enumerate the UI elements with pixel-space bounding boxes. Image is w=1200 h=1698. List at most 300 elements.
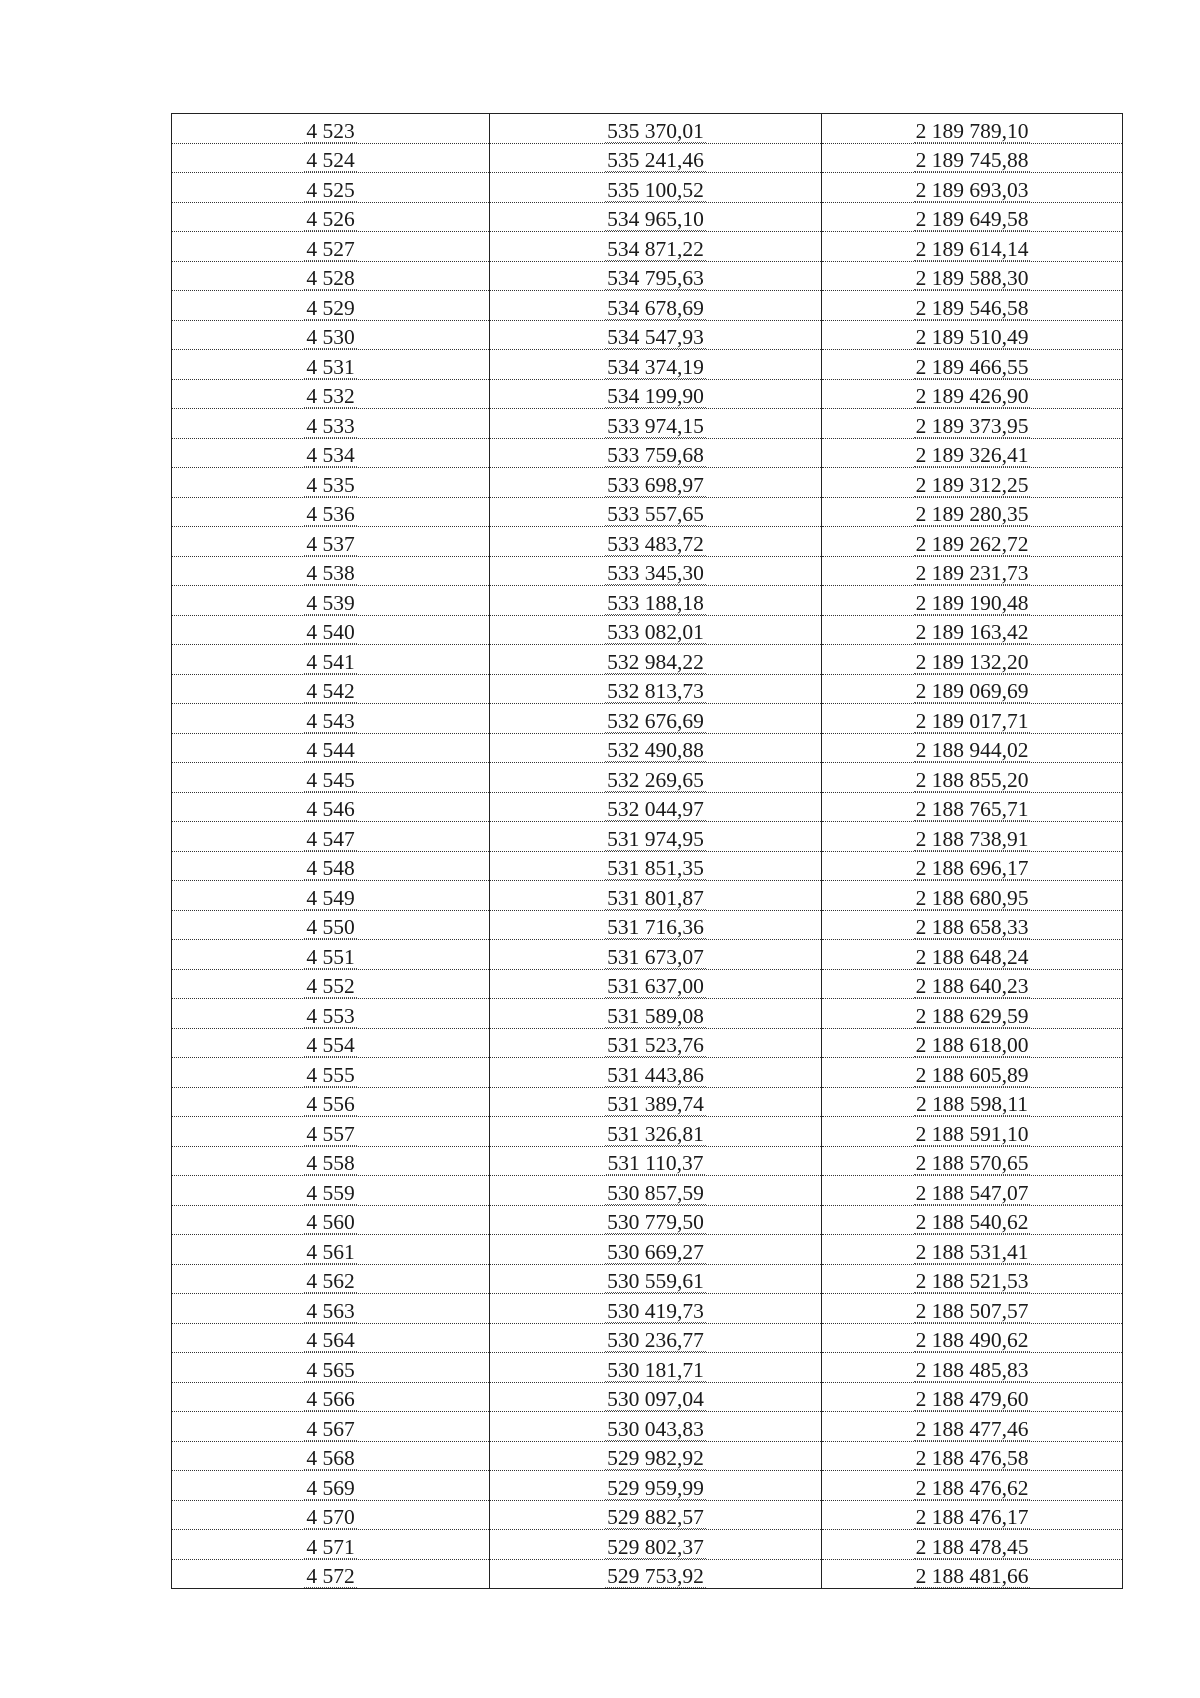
x-coordinate-cell bbox=[490, 881, 822, 911]
cell-value: 2 189 588,30 bbox=[915, 266, 1029, 290]
x-coordinate-cell bbox=[490, 261, 822, 291]
cell-value: 4 571 bbox=[306, 1534, 355, 1559]
x-coordinate-cell bbox=[490, 586, 822, 616]
cell-value: 2 188 738,91 bbox=[915, 826, 1029, 851]
cell-value: 2 188 640,23 bbox=[915, 974, 1029, 998]
y-coordinate-cell bbox=[822, 1205, 1123, 1235]
cell-value: 2 188 479,60 bbox=[915, 1387, 1029, 1411]
cell-value: 531 589,08 bbox=[607, 1003, 704, 1028]
coordinates-table-body bbox=[172, 114, 1123, 1589]
cell-value: 2 189 426,90 bbox=[915, 384, 1029, 408]
table-row bbox=[172, 379, 1123, 409]
cell-value: 4 527 bbox=[306, 236, 355, 261]
x-coordinate-cell bbox=[490, 438, 822, 468]
cell-value: 533 557,65 bbox=[607, 502, 704, 526]
point-number-cell bbox=[172, 999, 490, 1029]
point-number-cell bbox=[172, 1176, 490, 1206]
table-row bbox=[172, 1058, 1123, 1088]
cell-value: 4 534 bbox=[306, 443, 355, 467]
y-coordinate-cell bbox=[822, 1028, 1123, 1058]
x-coordinate-cell bbox=[490, 1176, 822, 1206]
point-number-cell bbox=[172, 1117, 490, 1147]
table-row bbox=[172, 969, 1123, 999]
cell-value: 2 188 680,95 bbox=[915, 885, 1029, 910]
point-number-cell bbox=[172, 173, 490, 203]
cell-value: 529 982,92 bbox=[607, 1446, 704, 1470]
y-coordinate-cell bbox=[822, 1500, 1123, 1530]
point-number-cell bbox=[172, 1323, 490, 1353]
cell-value: 2 189 745,88 bbox=[915, 148, 1029, 172]
x-coordinate-cell bbox=[490, 1264, 822, 1294]
table-row bbox=[172, 232, 1123, 262]
cell-value: 4 550 bbox=[306, 915, 355, 939]
y-coordinate-cell bbox=[822, 497, 1123, 527]
y-coordinate-cell bbox=[822, 1323, 1123, 1353]
x-coordinate-cell bbox=[490, 173, 822, 203]
cell-value: 4 558 bbox=[306, 1151, 355, 1175]
x-coordinate-cell bbox=[490, 232, 822, 262]
cell-value: 2 188 618,00 bbox=[915, 1033, 1029, 1057]
table-row bbox=[172, 645, 1123, 675]
x-coordinate-cell bbox=[490, 1412, 822, 1442]
point-number-cell bbox=[172, 1382, 490, 1412]
cell-value: 531 851,35 bbox=[607, 856, 704, 880]
cell-value: 4 555 bbox=[306, 1062, 355, 1087]
table-row bbox=[172, 438, 1123, 468]
table-row bbox=[172, 350, 1123, 380]
point-number-cell bbox=[172, 1353, 490, 1383]
cell-value: 2 189 163,42 bbox=[915, 620, 1029, 644]
cell-value: 532 813,73 bbox=[607, 679, 704, 703]
table-row bbox=[172, 1530, 1123, 1560]
table-row bbox=[172, 1205, 1123, 1235]
cell-value: 4 523 bbox=[306, 118, 355, 143]
point-number-cell bbox=[172, 497, 490, 527]
cell-value: 2 189 649,58 bbox=[915, 207, 1029, 231]
table-row bbox=[172, 556, 1123, 586]
cell-value: 534 199,90 bbox=[607, 384, 704, 408]
cell-value: 529 753,92 bbox=[607, 1564, 704, 1588]
table-row bbox=[172, 615, 1123, 645]
cell-value: 535 370,01 bbox=[607, 118, 704, 143]
cell-value: 530 857,59 bbox=[607, 1180, 704, 1205]
cell-value: 535 100,52 bbox=[607, 177, 704, 202]
cell-value: 2 189 373,95 bbox=[915, 413, 1029, 438]
y-coordinate-cell bbox=[822, 1530, 1123, 1560]
cell-value: 532 490,88 bbox=[607, 738, 704, 762]
point-number-cell bbox=[172, 733, 490, 763]
y-coordinate-cell bbox=[822, 291, 1123, 321]
point-number-cell bbox=[172, 586, 490, 616]
cell-value: 4 526 bbox=[306, 207, 355, 231]
cell-value: 2 188 591,10 bbox=[915, 1121, 1029, 1146]
cell-value: 2 189 789,10 bbox=[915, 118, 1029, 143]
cell-value: 2 189 132,20 bbox=[915, 649, 1029, 674]
cell-value: 533 188,18 bbox=[607, 590, 704, 615]
x-coordinate-cell bbox=[490, 792, 822, 822]
cell-value: 534 374,19 bbox=[607, 354, 704, 379]
table-row bbox=[172, 497, 1123, 527]
table-row bbox=[172, 1471, 1123, 1501]
cell-value: 535 241,46 bbox=[607, 148, 704, 172]
cell-value: 531 801,87 bbox=[607, 885, 704, 910]
cell-value: 4 537 bbox=[306, 531, 355, 556]
point-number-cell bbox=[172, 1205, 490, 1235]
x-coordinate-cell bbox=[490, 1205, 822, 1235]
point-number-cell bbox=[172, 704, 490, 734]
table-row bbox=[172, 1235, 1123, 1265]
y-coordinate-cell bbox=[822, 822, 1123, 852]
y-coordinate-cell bbox=[822, 586, 1123, 616]
point-number-cell bbox=[172, 1559, 490, 1589]
x-coordinate-cell bbox=[490, 763, 822, 793]
y-coordinate-cell bbox=[822, 202, 1123, 232]
y-coordinate-cell bbox=[822, 1117, 1123, 1147]
cell-value: 4 569 bbox=[306, 1475, 355, 1500]
cell-value: 2 188 696,17 bbox=[915, 856, 1029, 880]
coordinates-table bbox=[171, 113, 1123, 1589]
y-coordinate-cell bbox=[822, 881, 1123, 911]
cell-value: 2 189 280,35 bbox=[915, 502, 1029, 526]
y-coordinate-cell bbox=[822, 232, 1123, 262]
cell-value: 530 779,50 bbox=[607, 1210, 704, 1234]
cell-value: 531 974,95 bbox=[607, 826, 704, 851]
cell-value: 4 541 bbox=[306, 649, 355, 674]
table-row bbox=[172, 1382, 1123, 1412]
cell-value: 534 678,69 bbox=[607, 295, 704, 320]
table-row bbox=[172, 1441, 1123, 1471]
cell-value: 534 795,63 bbox=[607, 266, 704, 290]
cell-value: 529 959,99 bbox=[607, 1475, 704, 1500]
y-coordinate-cell bbox=[822, 379, 1123, 409]
cell-value: 2 189 546,58 bbox=[915, 295, 1029, 320]
cell-value: 4 560 bbox=[306, 1210, 355, 1234]
cell-value: 531 523,76 bbox=[607, 1033, 704, 1057]
cell-value: 530 669,27 bbox=[607, 1239, 704, 1264]
x-coordinate-cell bbox=[490, 202, 822, 232]
point-number-cell bbox=[172, 1412, 490, 1442]
y-coordinate-cell bbox=[822, 409, 1123, 439]
cell-value: 2 188 507,57 bbox=[915, 1298, 1029, 1323]
cell-value: 530 559,61 bbox=[607, 1269, 704, 1293]
cell-value: 529 802,37 bbox=[607, 1534, 704, 1559]
cell-value: 529 882,57 bbox=[607, 1505, 704, 1529]
cell-value: 2 188 605,89 bbox=[915, 1062, 1029, 1087]
cell-value: 4 564 bbox=[306, 1328, 355, 1352]
point-number-cell bbox=[172, 1146, 490, 1176]
cell-value: 4 559 bbox=[306, 1180, 355, 1205]
cell-value: 2 188 476,58 bbox=[915, 1446, 1029, 1470]
x-coordinate-cell bbox=[490, 674, 822, 704]
cell-value: 4 525 bbox=[306, 177, 355, 202]
point-number-cell bbox=[172, 468, 490, 498]
y-coordinate-cell bbox=[822, 114, 1123, 144]
x-coordinate-cell bbox=[490, 910, 822, 940]
y-coordinate-cell bbox=[822, 1264, 1123, 1294]
y-coordinate-cell bbox=[822, 320, 1123, 350]
x-coordinate-cell bbox=[490, 1353, 822, 1383]
cell-value: 4 562 bbox=[306, 1269, 355, 1293]
cell-value: 4 545 bbox=[306, 767, 355, 792]
x-coordinate-cell bbox=[490, 1087, 822, 1117]
point-number-cell bbox=[172, 527, 490, 557]
point-number-cell bbox=[172, 615, 490, 645]
point-number-cell bbox=[172, 1500, 490, 1530]
table-row bbox=[172, 1412, 1123, 1442]
point-number-cell bbox=[172, 556, 490, 586]
cell-value: 2 188 598,11 bbox=[915, 1092, 1029, 1116]
point-number-cell bbox=[172, 291, 490, 321]
x-coordinate-cell bbox=[490, 556, 822, 586]
x-coordinate-cell bbox=[490, 1235, 822, 1265]
x-coordinate-cell bbox=[490, 1382, 822, 1412]
x-coordinate-cell bbox=[490, 1500, 822, 1530]
table-row bbox=[172, 1294, 1123, 1324]
table-row bbox=[172, 674, 1123, 704]
cell-value: 4 540 bbox=[306, 620, 355, 644]
table-row bbox=[172, 202, 1123, 232]
y-coordinate-cell bbox=[822, 704, 1123, 734]
y-coordinate-cell bbox=[822, 1294, 1123, 1324]
cell-value: 4 563 bbox=[306, 1298, 355, 1323]
cell-value: 4 551 bbox=[306, 944, 355, 969]
y-coordinate-cell bbox=[822, 733, 1123, 763]
cell-value: 4 570 bbox=[306, 1505, 355, 1529]
y-coordinate-cell bbox=[822, 615, 1123, 645]
cell-value: 531 673,07 bbox=[607, 944, 704, 969]
cell-value: 4 536 bbox=[306, 502, 355, 526]
y-coordinate-cell bbox=[822, 1471, 1123, 1501]
cell-value: 2 188 521,53 bbox=[915, 1269, 1029, 1293]
x-coordinate-cell bbox=[490, 320, 822, 350]
y-coordinate-cell bbox=[822, 763, 1123, 793]
point-number-cell bbox=[172, 969, 490, 999]
cell-value: 4 572 bbox=[306, 1564, 355, 1588]
cell-value: 2 188 648,24 bbox=[915, 944, 1029, 969]
point-number-cell bbox=[172, 438, 490, 468]
x-coordinate-cell bbox=[490, 999, 822, 1029]
cell-value: 4 546 bbox=[306, 797, 355, 821]
cell-value: 533 974,15 bbox=[607, 413, 704, 438]
x-coordinate-cell bbox=[490, 1294, 822, 1324]
x-coordinate-cell bbox=[490, 1559, 822, 1589]
x-coordinate-cell bbox=[490, 969, 822, 999]
cell-value: 4 547 bbox=[306, 826, 355, 851]
cell-value: 531 326,81 bbox=[607, 1121, 704, 1146]
y-coordinate-cell bbox=[822, 1176, 1123, 1206]
cell-value: 2 189 262,72 bbox=[915, 531, 1029, 556]
cell-value: 531 110,37 bbox=[607, 1151, 704, 1175]
table-row bbox=[172, 1264, 1123, 1294]
point-number-cell bbox=[172, 350, 490, 380]
point-number-cell bbox=[172, 1235, 490, 1265]
cell-value: 2 188 547,07 bbox=[915, 1180, 1029, 1205]
cell-value: 532 676,69 bbox=[607, 708, 704, 733]
x-coordinate-cell bbox=[490, 1471, 822, 1501]
table-row bbox=[172, 114, 1123, 144]
table-row bbox=[172, 940, 1123, 970]
point-number-cell bbox=[172, 379, 490, 409]
x-coordinate-cell bbox=[490, 379, 822, 409]
x-coordinate-cell bbox=[490, 1441, 822, 1471]
point-number-cell bbox=[172, 1264, 490, 1294]
point-number-cell bbox=[172, 910, 490, 940]
table-row bbox=[172, 999, 1123, 1029]
point-number-cell bbox=[172, 763, 490, 793]
cell-value: 2 188 485,83 bbox=[915, 1357, 1029, 1382]
y-coordinate-cell bbox=[822, 527, 1123, 557]
x-coordinate-cell bbox=[490, 1058, 822, 1088]
x-coordinate-cell bbox=[490, 1530, 822, 1560]
point-number-cell bbox=[172, 792, 490, 822]
cell-value: 2 189 312,25 bbox=[915, 472, 1029, 497]
cell-value: 532 269,65 bbox=[607, 767, 704, 792]
y-coordinate-cell bbox=[822, 468, 1123, 498]
table-row bbox=[172, 143, 1123, 173]
cell-value: 530 097,04 bbox=[607, 1387, 704, 1411]
cell-value: 532 044,97 bbox=[607, 797, 704, 821]
cell-value: 4 531 bbox=[306, 354, 355, 379]
cell-value: 530 181,71 bbox=[607, 1357, 704, 1382]
x-coordinate-cell bbox=[490, 350, 822, 380]
cell-value: 531 443,86 bbox=[607, 1062, 704, 1087]
y-coordinate-cell bbox=[822, 556, 1123, 586]
cell-value: 4 533 bbox=[306, 413, 355, 438]
cell-value: 2 188 658,33 bbox=[915, 915, 1029, 939]
cell-value: 4 524 bbox=[306, 148, 355, 172]
cell-value: 530 419,73 bbox=[607, 1298, 704, 1323]
x-coordinate-cell bbox=[490, 527, 822, 557]
x-coordinate-cell bbox=[490, 114, 822, 144]
x-coordinate-cell bbox=[490, 468, 822, 498]
cell-value: 2 188 476,17 bbox=[915, 1505, 1029, 1529]
cell-value: 530 043,83 bbox=[607, 1416, 704, 1441]
table-row bbox=[172, 409, 1123, 439]
cell-value: 4 566 bbox=[306, 1387, 355, 1411]
table-row bbox=[172, 1323, 1123, 1353]
point-number-cell bbox=[172, 822, 490, 852]
cell-value: 2 189 693,03 bbox=[915, 177, 1029, 202]
x-coordinate-cell bbox=[490, 615, 822, 645]
point-number-cell bbox=[172, 409, 490, 439]
y-coordinate-cell bbox=[822, 940, 1123, 970]
y-coordinate-cell bbox=[822, 438, 1123, 468]
point-number-cell bbox=[172, 1294, 490, 1324]
table-row bbox=[172, 1500, 1123, 1530]
point-number-cell bbox=[172, 1087, 490, 1117]
x-coordinate-cell bbox=[490, 704, 822, 734]
cell-value: 2 188 944,02 bbox=[915, 738, 1029, 762]
y-coordinate-cell bbox=[822, 674, 1123, 704]
table-row bbox=[172, 851, 1123, 881]
table-row bbox=[172, 763, 1123, 793]
cell-value: 4 542 bbox=[306, 679, 355, 703]
y-coordinate-cell bbox=[822, 999, 1123, 1029]
y-coordinate-cell bbox=[822, 1382, 1123, 1412]
cell-value: 4 556 bbox=[306, 1092, 355, 1116]
y-coordinate-cell bbox=[822, 1146, 1123, 1176]
x-coordinate-cell bbox=[490, 940, 822, 970]
cell-value: 2 189 614,14 bbox=[915, 236, 1029, 261]
y-coordinate-cell bbox=[822, 1235, 1123, 1265]
y-coordinate-cell bbox=[822, 350, 1123, 380]
x-coordinate-cell bbox=[490, 1028, 822, 1058]
x-coordinate-cell bbox=[490, 1117, 822, 1147]
table-row bbox=[172, 527, 1123, 557]
cell-value: 4 528 bbox=[306, 266, 355, 290]
cell-value: 2 189 466,55 bbox=[915, 354, 1029, 379]
cell-value: 533 698,97 bbox=[607, 472, 704, 497]
y-coordinate-cell bbox=[822, 851, 1123, 881]
point-number-cell bbox=[172, 881, 490, 911]
x-coordinate-cell bbox=[490, 291, 822, 321]
y-coordinate-cell bbox=[822, 645, 1123, 675]
point-number-cell bbox=[172, 940, 490, 970]
x-coordinate-cell bbox=[490, 645, 822, 675]
cell-value: 533 483,72 bbox=[607, 531, 704, 556]
point-number-cell bbox=[172, 1441, 490, 1471]
table-row bbox=[172, 1087, 1123, 1117]
table-row bbox=[172, 1028, 1123, 1058]
y-coordinate-cell bbox=[822, 1412, 1123, 1442]
point-number-cell bbox=[172, 674, 490, 704]
table-row bbox=[172, 1176, 1123, 1206]
x-coordinate-cell bbox=[490, 143, 822, 173]
cell-value: 2 189 190,48 bbox=[915, 590, 1029, 615]
x-coordinate-cell bbox=[490, 1146, 822, 1176]
cell-value: 4 549 bbox=[306, 885, 355, 910]
table-row bbox=[172, 173, 1123, 203]
point-number-cell bbox=[172, 1471, 490, 1501]
cell-value: 534 965,10 bbox=[607, 207, 704, 231]
x-coordinate-cell bbox=[490, 733, 822, 763]
cell-value: 532 984,22 bbox=[607, 649, 704, 674]
y-coordinate-cell bbox=[822, 792, 1123, 822]
cell-value: 4 552 bbox=[306, 974, 355, 998]
point-number-cell bbox=[172, 232, 490, 262]
cell-value: 4 538 bbox=[306, 561, 355, 585]
table-row bbox=[172, 320, 1123, 350]
cell-value: 4 553 bbox=[306, 1003, 355, 1028]
cell-value: 2 188 481,66 bbox=[915, 1564, 1029, 1588]
cell-value: 4 543 bbox=[306, 708, 355, 733]
y-coordinate-cell bbox=[822, 1058, 1123, 1088]
y-coordinate-cell bbox=[822, 969, 1123, 999]
cell-value: 4 535 bbox=[306, 472, 355, 497]
cell-value: 4 561 bbox=[306, 1239, 355, 1264]
table-row bbox=[172, 704, 1123, 734]
y-coordinate-cell bbox=[822, 910, 1123, 940]
point-number-cell bbox=[172, 851, 490, 881]
cell-value: 534 547,93 bbox=[607, 325, 704, 349]
cell-value: 534 871,22 bbox=[607, 236, 704, 261]
cell-value: 4 530 bbox=[306, 325, 355, 349]
point-number-cell bbox=[172, 143, 490, 173]
table-row bbox=[172, 261, 1123, 291]
cell-value: 533 082,01 bbox=[607, 620, 704, 644]
x-coordinate-cell bbox=[490, 1323, 822, 1353]
point-number-cell bbox=[172, 1028, 490, 1058]
point-number-cell bbox=[172, 114, 490, 144]
y-coordinate-cell bbox=[822, 1353, 1123, 1383]
cell-value: 2 188 629,59 bbox=[915, 1003, 1029, 1028]
cell-value: 531 637,00 bbox=[607, 974, 704, 998]
table-row bbox=[172, 291, 1123, 321]
cell-value: 2 188 531,41 bbox=[915, 1239, 1029, 1264]
point-number-cell bbox=[172, 645, 490, 675]
cell-value: 2 188 540,62 bbox=[915, 1210, 1029, 1234]
cell-value: 2 189 017,71 bbox=[915, 708, 1029, 733]
